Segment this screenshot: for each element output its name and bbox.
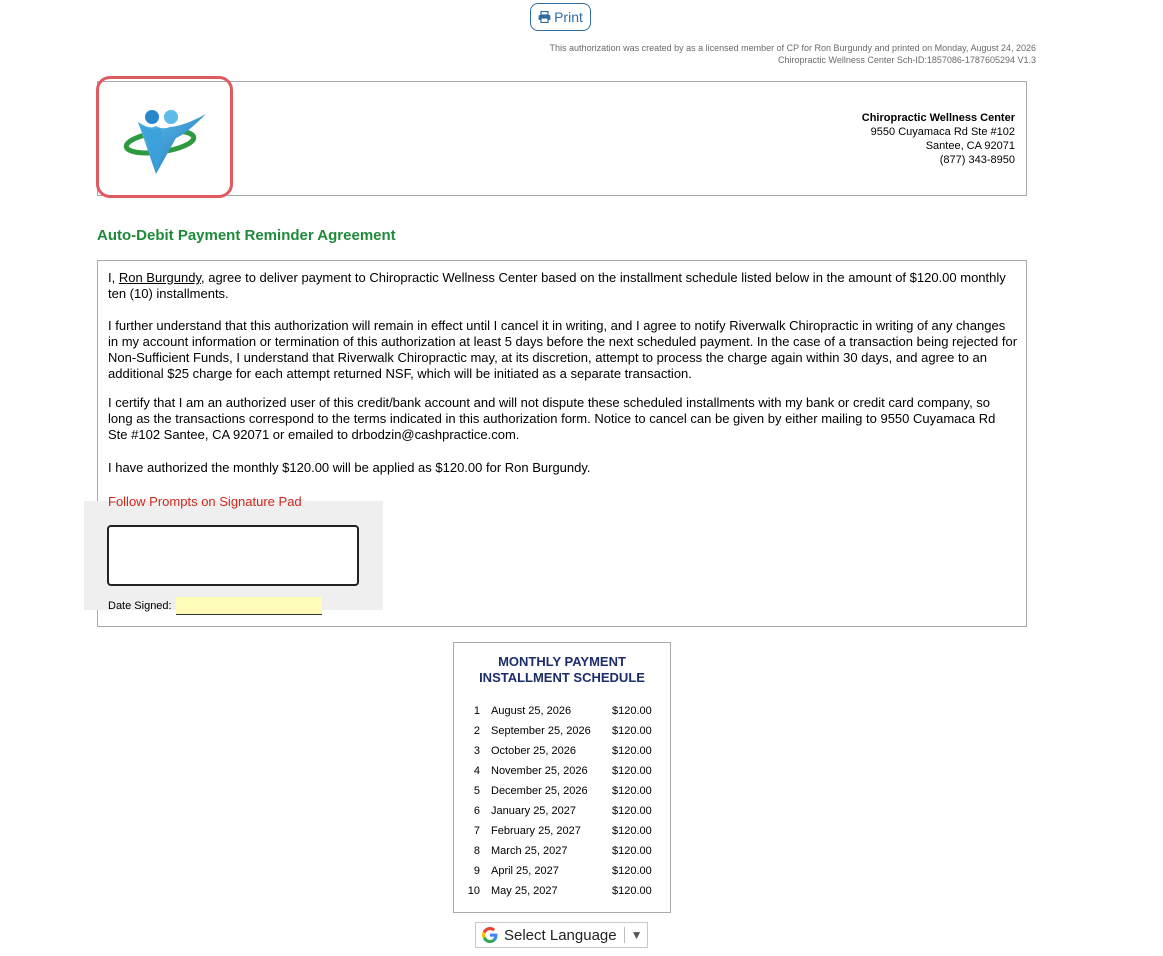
installment-number: 3: [473, 745, 480, 757]
divider: [624, 927, 625, 943]
document-title: Auto-Debit Payment Reminder Agreement: [97, 227, 396, 244]
date-signed-field[interactable]: [176, 597, 322, 615]
agreement-paragraph-4: I have authorized the monthly $120.00 will be applied as $120.00 for Ron Burgundy.: [108, 460, 591, 475]
installment-date: November 25, 2026: [491, 765, 588, 777]
schedule-row: [460, 845, 665, 865]
authorization-note: This authorization was created by as a licensed member of CP for Ron Burgundy and printed on Monday, August 24, 2026: [549, 43, 1036, 53]
installment-date: August 25, 2026: [491, 705, 572, 717]
patient-name: Ron Burgundy: [118, 270, 201, 285]
installment-date: December 25, 2026: [491, 785, 588, 797]
schedule-row: [460, 865, 665, 885]
practice-phone: (877) 343-8950: [939, 154, 1015, 166]
practice-name: Chiropractic Wellness Center: [861, 112, 1015, 124]
p1-prefix: I,: [108, 270, 119, 285]
schedule-id: Chiropractic Wellness Center Sch-ID:1857086-1787605294 V1.3: [778, 55, 1036, 65]
signature-prompt: Follow Prompts on Signature Pad: [108, 494, 302, 509]
logo-highlight: [96, 76, 233, 198]
installment-number: 1: [473, 705, 480, 717]
schedule-row: [460, 745, 665, 765]
language-label: Select Language: [504, 926, 617, 944]
installment-amount: $120.00: [612, 885, 652, 897]
installment-number: 6: [473, 805, 480, 817]
installment-number: 10: [467, 885, 480, 897]
installment-number: 5: [473, 785, 480, 797]
schedule-row: [460, 725, 665, 745]
installment-date: October 25, 2026: [491, 745, 577, 757]
practice-address1: 9550 Cuyamaca Rd Ste #102: [870, 126, 1015, 138]
p1-text: , agree to deliver payment to Chiropractic Wellness Center based on the installment schedule listed below in the amount of $120.00 monthly ten (10) installments.: [108, 270, 1006, 301]
installment-date: February 25, 2027: [491, 825, 581, 837]
agreement-paragraph-3: I certify that I am an authorized user of this credit/bank account and will not dispute these scheduled installments with my bank or credit card company, so long as the transactions correspond to the terms indicated in this authorization form. Notice to cancel can be given by either mailing to 9550 Cuyamaca Rd Ste #102 Santee, CA 92071 or emailed to drbodzin@cashpractice.com.: [108, 395, 996, 442]
practice-address2: Santee, CA 92071: [925, 140, 1015, 152]
schedule-title: [453, 654, 671, 686]
installment-number: 4: [473, 765, 480, 777]
schedule-title-line1: MONTHLY PAYMENT: [498, 654, 626, 669]
installment-date: September 25, 2026: [491, 725, 591, 737]
schedule-row: [460, 765, 665, 785]
schedule-row: [460, 705, 665, 725]
installment-amount: $120.00: [612, 825, 652, 837]
schedule-row: [460, 885, 665, 905]
schedule-row: [460, 785, 665, 805]
installment-amount: $120.00: [612, 865, 652, 877]
agreement-paragraph-2: I further understand that this authorization will remain in effect until I cancel it in writing, and I agree to notify Riverwalk Chiropractic in writing of any changes in my account information or termination of this authorization at least 5 days before the next scheduled payment. In the case of a transaction being rejected for Non-Sufficient Funds, I understand that Riverwalk Chiropractic may, at its discretion, attempt to process the charge again within 30 days, and agree to an additional $25 charge for each attempt returned NSF, which will be initiated as a separate transaction.: [108, 318, 1018, 381]
printer-icon: [538, 11, 551, 23]
practice-info: [862, 111, 1015, 167]
installment-amount: $120.00: [612, 785, 652, 797]
installment-amount: $120.00: [612, 725, 652, 737]
schedule-row: [460, 805, 665, 825]
installment-amount: $120.00: [612, 845, 652, 857]
agreement-paragraph-1: [108, 270, 1018, 302]
installment-amount: $120.00: [612, 705, 652, 717]
installment-number: 8: [473, 845, 480, 857]
schedule-row: [460, 825, 665, 845]
installment-date: January 25, 2027: [491, 805, 577, 817]
installment-amount: $120.00: [612, 805, 652, 817]
installment-amount: $120.00: [612, 745, 652, 757]
installment-number: 2: [473, 725, 480, 737]
installment-number: 9: [473, 865, 480, 877]
installment-amount: $120.00: [612, 765, 652, 777]
print-label: Print: [554, 9, 583, 25]
installment-number: 7: [473, 825, 480, 837]
signature-pad[interactable]: [107, 525, 359, 586]
installment-date: April 25, 2027: [491, 865, 559, 877]
date-signed-label: Date Signed:: [108, 600, 172, 612]
schedule-title-line2: INSTALLMENT SCHEDULE: [479, 670, 645, 685]
installment-date: March 25, 2027: [491, 845, 568, 857]
language-select[interactable]: [475, 922, 648, 948]
triangle-down-icon: ▼: [630, 928, 643, 942]
print-button[interactable]: [530, 3, 591, 31]
google-g-icon: [476, 926, 504, 944]
installment-date: May 25, 2027: [491, 885, 558, 897]
